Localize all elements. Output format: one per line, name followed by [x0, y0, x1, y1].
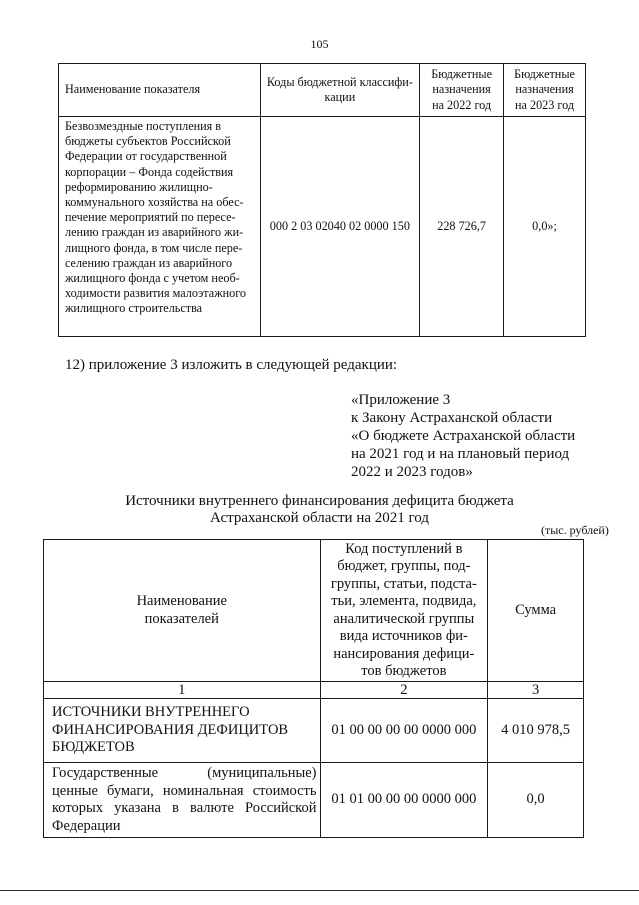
source-name-cell: Государственные (муниципальные) ценные бумаги, номинальная стоимость которых указана в валюте Российской Федерации — [44, 763, 321, 838]
source-sum-cell: 0,0 — [488, 763, 584, 838]
budget-table-continuation — [58, 63, 586, 337]
header-sum: Сумма — [488, 540, 584, 682]
appendix-line-3: «О бюджете Астраханской области — [351, 428, 576, 444]
header-2023: Бюджетные назначения на 2023 год — [504, 64, 586, 117]
table-row — [59, 117, 586, 337]
header-indicator-name: Наименование показателя — [59, 64, 261, 117]
source-sum-cell: 4 010 978,5 — [488, 699, 584, 763]
table-row — [44, 763, 584, 838]
table2-header-row — [44, 540, 584, 682]
page-number: 105 — [310, 37, 329, 51]
column-number: 3 — [488, 682, 584, 699]
amount-2023-cell: 0,0»; — [504, 117, 586, 337]
column-number: 2 — [320, 682, 488, 699]
appendix-line-1: «Приложение 3 — [351, 392, 451, 408]
header-code: Код поступлений в бюджет, группы, под- группы, статьи, подста- тьи, элемента, подвида, аналитической группы вида источников фи- нансирования дефици- тов бюджетов — [320, 540, 488, 682]
column-numbers-row — [44, 682, 584, 699]
source-code-cell: 01 01 00 00 00 0000 000 — [320, 763, 488, 838]
financing-sources-table — [43, 539, 584, 838]
amount-2022-cell: 228 726,7 — [420, 117, 504, 337]
appendix-line-4: на 2021 год и на плановый период — [351, 446, 570, 462]
table1-header-row — [59, 64, 586, 117]
table-title-line-1: Источники внутреннего финансирования дефицита бюджета — [125, 493, 514, 509]
source-name-cell: ИСТОЧНИКИ ВНУТРЕННЕГО ФИНАНСИРОВАНИЯ ДЕФИЦИТОВ БЮДЖЕТОВ — [44, 699, 321, 763]
instruction-text: 12) приложение 3 изложить в следующей редакции: — [65, 357, 398, 373]
page-bottom-rule — [0, 890, 639, 891]
header-budget-codes: Коды бюджетной классифи- кации — [260, 64, 420, 117]
budget-code-cell: 000 2 03 02040 02 0000 150 — [260, 117, 420, 337]
table-title-line-2: Астраханской области на 2021 год — [209, 510, 430, 526]
appendix-line-2: к Закону Астраханской области — [351, 410, 553, 426]
indicator-name-cell: Безвозмездные поступления в бюджеты субъектов Российской Федерации от государственной корпорации – Фонда содействия реформированию жилищно- коммунального хозяйства на обес- печение мероприятий по пересе- лению граждан из аварийного жи- лищного фонда, в том числе пере- селению граждан из аварийного жилищного фонда с учетом необ- ходимости развития малоэтажного жилищного строительства — [59, 117, 261, 337]
header-2022: Бюджетные назначения на 2022 год — [420, 64, 504, 117]
header-indicators: Наименование показателей — [44, 540, 321, 682]
appendix-line-5: 2022 и 2023 годов» — [351, 464, 473, 480]
source-code-cell: 01 00 00 00 00 0000 000 — [320, 699, 488, 763]
units-label: (тыс. рублей) — [541, 523, 609, 537]
table-row — [44, 699, 584, 763]
column-number: 1 — [44, 682, 321, 699]
